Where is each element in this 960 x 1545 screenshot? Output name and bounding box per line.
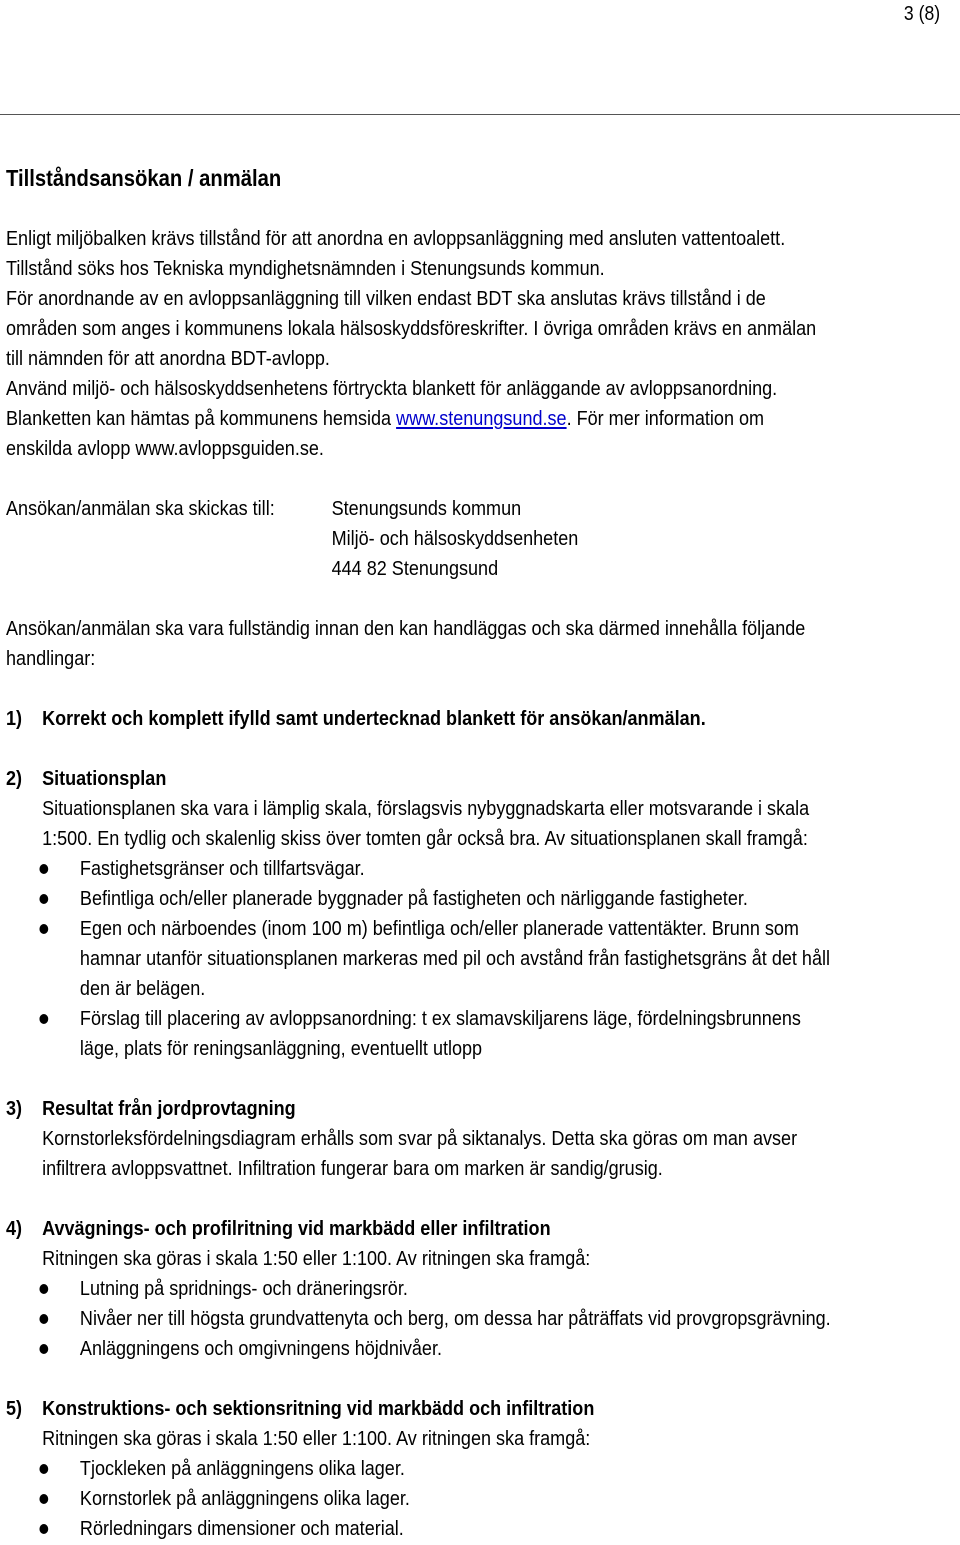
bullet-icon [39,1464,48,1474]
address-line: Miljö- och hälsoskyddsenheten [331,527,579,550]
requirement-item [6,704,948,734]
address-line: Stenungsunds kommun [331,497,522,520]
requirement-number: 3) [6,1097,23,1120]
bullet-text: hamnar utanför situationsplanen markeras med pil och avstånd från fastighetsgräns åt det håll [79,947,831,970]
bullet-item [6,1004,948,1064]
requirement-title: Situationsplan [42,767,167,790]
bullet-list [6,854,948,1064]
bullet-item [6,1274,948,1304]
intro-line: Tillstånd söks hos Tekniska myndighetsnämnden i Stenungsunds kommun. [6,257,605,280]
address-lines [332,494,579,584]
section-heading: Tillståndsansökan / anmälan [6,165,282,191]
requirement-text: Ritningen ska göras i skala 1:50 eller 1:100. Av ritningen ska framgå: [42,1247,591,1270]
requirement-text: Situationsplanen ska vara i lämplig skala, förslagsvis nybyggnadskarta eller motsvarande i skala [42,797,810,820]
bullet-text: Kornstorlek på anläggningens olika lager. [79,1487,410,1510]
bullet-text: Befintliga och/eller planerade byggnader på fastigheten och närliggande fastigheter. [79,887,748,910]
intro-line: Använd miljö- och hälsoskyddsenhetens förtryckta blankett för anläggande av avloppsanordning. [6,377,778,400]
bullet-icon [39,1284,48,1294]
bullet-icon [39,1494,48,1504]
bullet-item [6,1454,948,1484]
bullet-text: Lutning på spridnings- och dräneringsrör. [79,1277,408,1300]
intro-line: För anordnande av en avloppsanläggning till vilken endast BDT ska anslutas krävs tillstånd i de [6,287,766,310]
bullet-icon [39,894,48,904]
requirement-item [6,1094,948,1184]
header-divider [0,114,960,115]
bullet-item [6,1334,948,1364]
bullet-text: Anläggningens och omgivningens höjdnivåer. [79,1337,442,1360]
intro-line [6,404,948,434]
bullet-icon [39,1014,48,1024]
bullet-item [6,1484,948,1514]
intro-line: enskilda avlopp www.avloppsguiden.se. [6,437,324,460]
document-body [6,160,948,1544]
requirement-title: Konstruktions- och sektionsritning vid markbädd och infiltration [42,1397,595,1420]
bullet-item [6,1514,948,1544]
bullet-list [6,1454,948,1544]
requirement-item [6,1214,948,1364]
bullet-icon [39,864,48,874]
requirement-text: Ritningen ska göras i skala 1:50 eller 1:100. Av ritningen ska framgå: [42,1427,591,1450]
bullet-text: Rörledningars dimensioner och material. [79,1517,404,1540]
requirement-item [6,1394,948,1544]
bullet-text: Fastighetsgränser och tillfartsvägar. [79,857,365,880]
page-number: 3 (8) [903,3,940,25]
requirement-title: Resultat från jordprovtagning [42,1097,296,1120]
bullet-icon [39,1344,48,1354]
bullet-icon [39,1314,48,1324]
bullet-icon [39,1524,48,1534]
bullet-item [6,854,948,884]
bullet-list [6,1274,948,1364]
requirement-text: Kornstorleksfördelningsdiagram erhålls som svar på siktanalys. Detta ska göras om man avser [42,1127,798,1150]
requirement-number: 5) [6,1397,23,1420]
intro-text: Blanketten kan hämtas på kommunens hemsida [6,407,397,430]
requirements-intro-line: Ansökan/anmälan ska vara fullständig innan den kan handläggas och ska därmed innehålla följande [6,617,806,640]
bullet-item [6,914,948,1004]
requirement-number: 2) [6,767,23,790]
bullet-text: Tjockleken på anläggningens olika lager. [79,1457,405,1480]
address-line: 444 82 Stenungsund [331,557,499,580]
requirement-title: Korrekt och komplett ifylld samt undertecknad blankett för ansökan/anmälan. [42,707,706,730]
requirement-text: infiltrera avloppsvattnet. Infiltration fungerar bara om marken är sandig/grusig. [42,1157,663,1180]
requirements-intro [6,614,948,674]
address-label: Ansökan/anmälan ska skickas till: [6,497,275,520]
bullet-text: läge, plats för reningsanläggning, eventuellt utlopp [79,1037,483,1060]
bullet-icon [39,924,48,934]
requirement-title: Avvägnings- och profilritning vid markbädd eller infiltration [42,1217,551,1240]
requirement-text: 1:500. En tydlig och skalenlig skiss över tomten går också bra. Av situationsplanen skall framgå: [42,827,808,850]
bullet-text: Egen och närboendes (inom 100 m) befintliga och/eller planerade vattentäkter. Brunn som [79,917,799,940]
bullet-item [6,884,948,914]
requirement-item [6,764,948,1064]
requirement-number: 1) [6,707,23,730]
bullet-text: Nivåer ner till högsta grundvattenyta och berg, om dessa har påträffats vid provgropsgrävning. [79,1307,831,1330]
intro-text: . För mer information om [566,407,765,430]
bullet-text: Förslag till placering av avloppsanordning: t ex slamavskiljarens läge, fördelningsbrunnens [79,1007,801,1030]
bullet-text: den är belägen. [79,977,206,1000]
intro-paragraph [6,224,948,464]
municipality-website-link[interactable]: www.stenungsund.se [396,407,567,430]
mailing-address [6,494,948,584]
intro-line: områden som anges i kommunens lokala hälsoskyddsföreskrifter. I övriga områden krävs en anmälan [6,317,817,340]
requirement-number: 4) [6,1217,23,1240]
bullet-item [6,1304,948,1334]
intro-line: Enligt miljöbalken krävs tillstånd för att anordna en avloppsanläggning med ansluten vattentoalett. [6,227,786,250]
requirements-intro-line: handlingar: [6,647,96,670]
intro-line: till nämnden för att anordna BDT-avlopp. [6,347,330,370]
